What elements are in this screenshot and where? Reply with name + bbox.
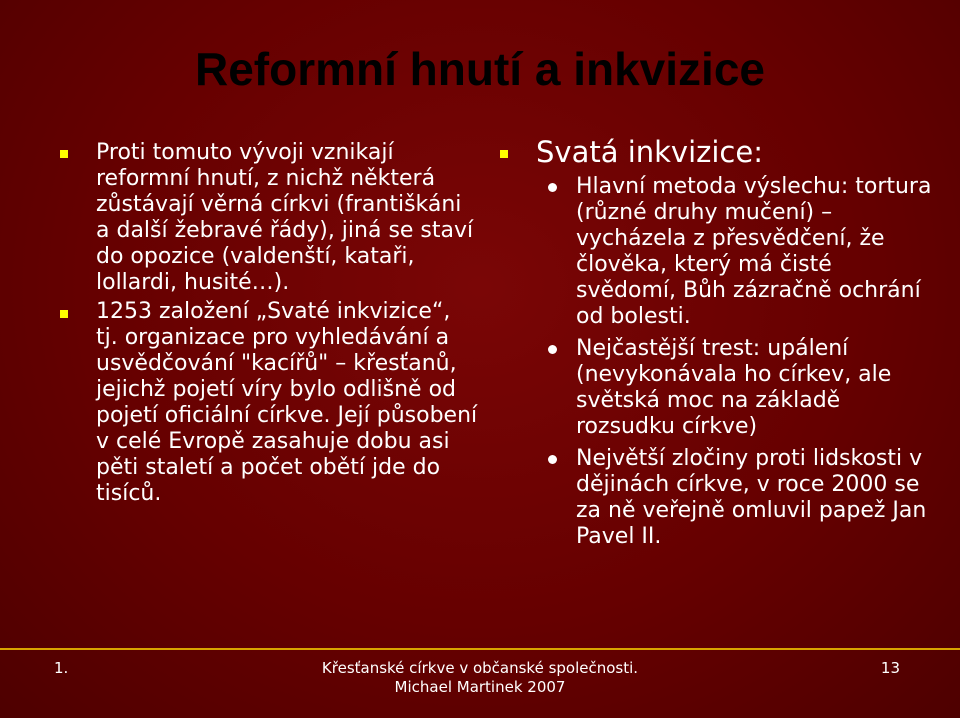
white-dot-icon (548, 455, 557, 464)
left-bullet-2-text: 1253 založení „Svaté inkvizice“, tj. organizace pro vyhledávání a usvědčování "kacířů" – křesťanů, jejichž pojetí víry bylo odlišně od pojetí oficiální církve. Její působení v celé Evropě zasahuje dobu asi pěti staletí a počet obětí jde do tisíců. (96, 299, 478, 506)
left-bullet-1-text: Proti tomuto vývoji vznikají reformní hnutí, z nichž některá zůstávají věrná církvi (františkáni a další žebravé řády), jiná se staví do opozice (valdenští, kataři, lollardi, husité…). (96, 140, 474, 295)
right-sub-bullet-3 (498, 446, 938, 550)
footer-divider (0, 648, 960, 650)
footer-course-title: Křesťanské církve v občanské společnosti. (321, 659, 639, 677)
white-dot-icon (548, 345, 557, 354)
footer-author: Michael Martinek 2007 (394, 678, 566, 696)
right-heading: Svatá inkvizice: (536, 135, 763, 169)
right-sub-bullet-2 (498, 336, 938, 440)
page-number: 13 (880, 659, 900, 677)
right-sub-bullet-1 (498, 174, 938, 330)
yellow-square-icon (60, 310, 68, 318)
right-sub-bullet-1-text: Hlavní metoda výslechu: tortura (různé druhy mučení) – vycházela z přesvědčení, že člověka, který má čisté svědomí, Bůh zázračně ochrání od bolesti. (576, 174, 932, 329)
footer-center (0, 659, 960, 697)
slide-title: Reformní hnutí a inkvizice (195, 43, 765, 95)
white-dot-icon (548, 183, 557, 192)
left-bullet-2 (58, 299, 478, 507)
left-bullet-1 (58, 140, 478, 296)
footer-left: 1. (54, 659, 69, 677)
right-sub-bullet-3-text: Největší zločiny proti lidskosti v dějinách církve, v roce 2000 se za ně veřejně omluvil papež Jan Pavel II. (576, 446, 927, 549)
right-column (498, 136, 938, 550)
yellow-square-icon (500, 150, 508, 158)
left-column (58, 140, 478, 507)
yellow-square-icon (60, 150, 68, 158)
right-sub-bullet-2-text: Nejčastější trest: upálení (nevykonávala ho církev, ale světská moc na základě rozsudku církve) (576, 336, 892, 439)
right-heading-bullet (498, 136, 938, 168)
